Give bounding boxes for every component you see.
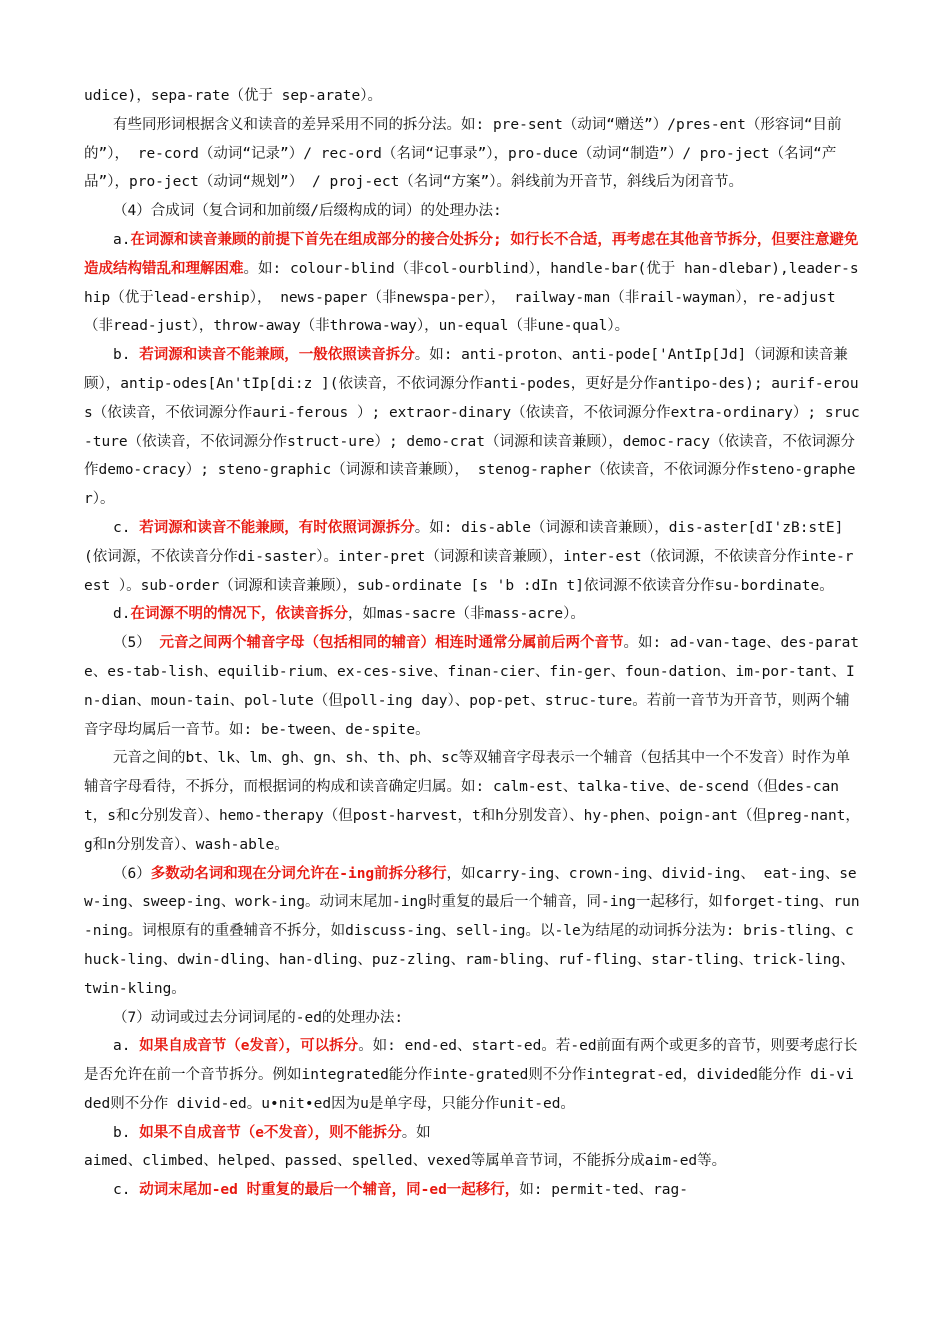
- paragraph-7b-cont: [84, 1147, 860, 1176]
- body-text: 。如: colour-blind（非col-ourblind），handle-bar(优于 han-dlebar),leader-ship（优于lead-ership）， news-paper（非newspa-per）， railway-man（非rail-wayman），re-adjust（非read-just），throw-away（非throwa-way），un-equal（非une-qual）。: [84, 260, 859, 335]
- paragraph-7c: [84, 1176, 860, 1205]
- body-text: ，如carry-ing、crown-ing、divid-ing、 eat-ing、sew-ing、sweep-ing、work-ing。动词末尾加-ing时重复的最后一个辅音，同-ing一起移行，如forget-ting、run-ning。词根原有的重叠辅音不拆分，如discuss-ing、sell-ing。以-le为结尾的动词拆分法为: bris-tling、chuck-ling、dwin-dling、han-dling、puz-zling、ram-bling、ruf-fling、star-tling、trick-ling、twin-kling。: [84, 865, 860, 997]
- body-text: udice)，sepa-rate（优于 sep-arate）。: [84, 88, 382, 104]
- body-text: 如: permit-ted、rag-: [519, 1182, 688, 1199]
- body-text: a.: [113, 231, 131, 248]
- emphasis-text: 若词源和读音不能兼顾，有时依照词源拆分: [139, 519, 415, 536]
- body-text: （7）动词或过去分词词尾的-ed的处理办法:: [113, 1009, 404, 1026]
- paragraph-4a: [84, 226, 860, 341]
- paragraph-4b: [84, 341, 860, 514]
- emphasis-text: 在词源和读音兼顾的前提下首先在组成部分的接合处拆分; 如行长不合适，再考虑在其他音节拆分，但要注意避免造成结构错乱和理解困难: [84, 231, 859, 277]
- paragraph-7a: [84, 1032, 860, 1118]
- paragraph-4-heading: [84, 197, 860, 226]
- emphasis-text: 如果自成音节（e发音），可以拆分: [139, 1038, 359, 1055]
- paragraph-4d: [84, 600, 860, 629]
- body-text: 有些同形词根据含义和读音的差异采用不同的拆分法。如: pre-sent（动词“赠送”）/pres-ent（形容词“目前的”）， re-cord（动词“记录”）/ rec-ord（名词“记事录”），pro-duce（动词“制造”）/ pro-ject（名词“产品”），pro-ject（动词“规划”） / proj-ect（名词“方案”）。斜线前为开音节，斜线后为闭音节。: [84, 116, 842, 191]
- body-text: a.: [113, 1038, 140, 1055]
- paragraph-homograph: [84, 111, 860, 197]
- paragraph-5: [84, 629, 860, 744]
- body-text: 。如: end-ed、start-ed。若-ed前面有两个或更多的音节，则要考虑行长是否允许在前一个音节拆分。例如integrated能分作inte-grated则不分作integrat-ed，divided能分作 di-vided则不分作 divid-ed。u•nit•ed因为u是单字母，只能分作unit-ed。: [84, 1038, 858, 1112]
- emphasis-text: 如果不自成音节（e不发音），则不能拆分: [139, 1124, 402, 1141]
- body-text: （4）合成词（复合词和加前缀/后缀构成的词）的处理办法:: [113, 203, 502, 220]
- paragraph-5b: [84, 744, 860, 859]
- body-text: 。如: dis-able（词源和读音兼顾），dis-aster[dI'zB:stE](依词源，不依读音分作di-saster）。inter-pret（词源和读音兼顾），inter-est（依词源，不依读音分作inte-rest ）。sub-order（词源和读音兼顾），sub-ordinate [s 'b :dIn t]依词源不依读音分作su-bordinate。: [84, 519, 854, 594]
- body-text: 元音之间的bt、lk、lm、gh、gn、sh、th、ph、sc等双辅音字母表示一个辅音（包括其中一个不发音）时作为单辅音字母看待，不拆分，而根据词的构成和读音确定归属。如: calm-est、talka-tive、de-scend（但des-cant，s和c分别发音）、hemo-therapy（但post-harvest，t和h分别发音）、hy-phen、poign-ant（但preg-nant，g和n分别发音）、wash-able。: [84, 750, 860, 853]
- paragraph-6: [84, 860, 860, 1004]
- paragraph-cont: [84, 82, 860, 111]
- paragraph-4c: [84, 514, 860, 600]
- paragraph-7b: [84, 1119, 860, 1148]
- body-text: c.: [113, 1182, 140, 1199]
- body-text: （5）: [113, 635, 160, 652]
- emphasis-text: 多数动名词和现在分词允许在-ing前拆分移行: [150, 865, 447, 882]
- body-text: （6）: [113, 865, 151, 882]
- body-text: ，如mas-sacre（非mass-acre）。: [347, 606, 585, 623]
- body-text: 。如: anti-proton、anti-pode['AntIp[Jd]（词源和读音兼顾），antip-odes[An'tIp[di:z ](依读音，不依词源分作anti-podes，更好是分作antipo-des); aurif-erous（依读音，不依词源分作auri-ferous ）; extraor-dinary（依读音，不依词源分作extra-ordinary）; sruc-ture（依读音，不依词源分作struct-ure）; demo-crat（词源和读音兼顾），democ-racy（依读音，不依词源分作demo-cracy）; steno-graphic（词源和读音兼顾）， stenog-rapher（依读音，不依词源分作steno-grapher）。: [84, 347, 860, 508]
- body-text: c.: [113, 519, 140, 536]
- emphasis-text: 动词末尾加-ed 时重复的最后一个辅音，同-ed一起移行，: [139, 1182, 520, 1199]
- body-text: aimed、climbed、helped、passed、spelled、vexed等属单音节词，不能拆分成aim-ed等。: [84, 1153, 727, 1170]
- emphasis-text: 在词源不明的情况下，依读音拆分: [130, 606, 348, 623]
- paragraph-7-heading: [84, 1004, 860, 1033]
- body-text: b.: [113, 1124, 140, 1141]
- body-text: 。如: ad-van-tage、des-parate、es-tab-lish、equilib-rium、ex-ces-sive、finan-cier、fin-ger、foun-dation、im-por-tant、In-dian、moun-tain、pol-lute（但poll-ing day）、pop-pet、struc-ture。若前一音节为开音节，则两个辅音字母均属后一音节。如: be-tween、de-spite。: [84, 635, 860, 738]
- body-text: b.: [113, 347, 140, 364]
- body-text: d.: [113, 606, 131, 623]
- body-text: 。如: [401, 1124, 431, 1141]
- emphasis-text: 元音之间两个辅音字母（包括相同的辅音）相连时通常分属前后两个音节: [159, 635, 624, 652]
- emphasis-text: 若词源和读音不能兼顾，一般依照读音拆分: [139, 347, 415, 364]
